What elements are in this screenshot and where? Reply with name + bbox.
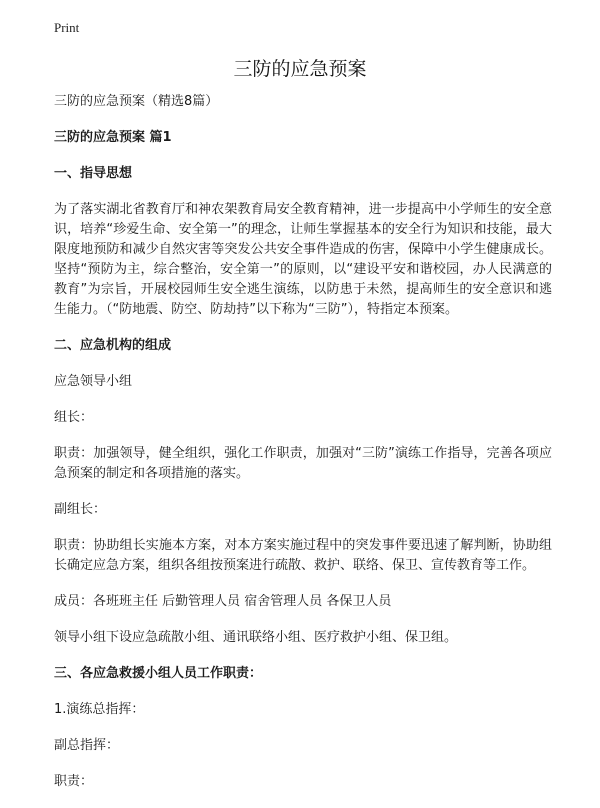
subgroups-line: 领导小组下设应急疏散小组、通讯联络小组、医疗救护小组、保卫组。 — [54, 630, 458, 645]
deputy-leader-label: 副组长： — [54, 502, 107, 517]
article-heading: 三防的应急预案 篇1 — [54, 130, 172, 145]
commander-label: 1.演练总指挥： — [54, 702, 145, 717]
leader-label: 组长： — [54, 410, 94, 425]
commander-duty-label: 职责： — [54, 774, 94, 789]
section-heading-organization: 二、应急机构的组成 — [54, 338, 172, 353]
leader-duty-paragraph: 职责：加强领导，健全组织，强化工作职责，加强对“三防”演练工作指导，完善各项应急预案的制定和各项措施的落实。 — [54, 446, 552, 481]
deputy-duty-paragraph: 职责：协助组长实施本方案，对本方案实施过程中的突发事件要迅速了解判断，协助组长确定应急方案，组织各组按预案进行疏散、救护、联络、保卫、宣传教育等工作。 — [54, 538, 552, 573]
section-heading-guiding-ideology: 一、指导思想 — [54, 166, 133, 181]
document-subtitle: 三防的应急预案（精选8篇） — [54, 94, 219, 109]
leadership-group-label: 应急领导小组 — [54, 374, 133, 389]
members-line: 成员：各班班主任 后勤管理人员 宿舍管理人员 各保卫人员 — [54, 594, 392, 609]
document-body — [54, 92, 552, 808]
deputy-commander-label: 副总指挥： — [54, 738, 120, 753]
print-link[interactable]: Print — [54, 20, 80, 35]
document-title: 三防的应急预案 — [233, 58, 367, 80]
guiding-ideology-paragraph: 为了落实湖北省教育厅和神农架教育局安全教育精神，进一步提高中小学师生的安全意识，培养“珍爱生命、安全第一”的理念，让师生掌握基本的安全行为知识和技能，最大限度地预防和减少自然灾害等突发公共安全事件造成的伤害，保障中小学生健康成长。坚持“预防为主，综合整治，安全第一”的原则，以“建设平安和谐校园，办人民满意的教育”为宗旨，开展校园师生安全逃生演练，以防患于未然，提高师生的安全意识和逃生能力。（“防地震、防空、防劫持”以下称为“三防”），特指定本预案。 — [54, 202, 552, 317]
section-heading-duties: 三、各应急救援小组人员工作职责： — [54, 666, 263, 681]
